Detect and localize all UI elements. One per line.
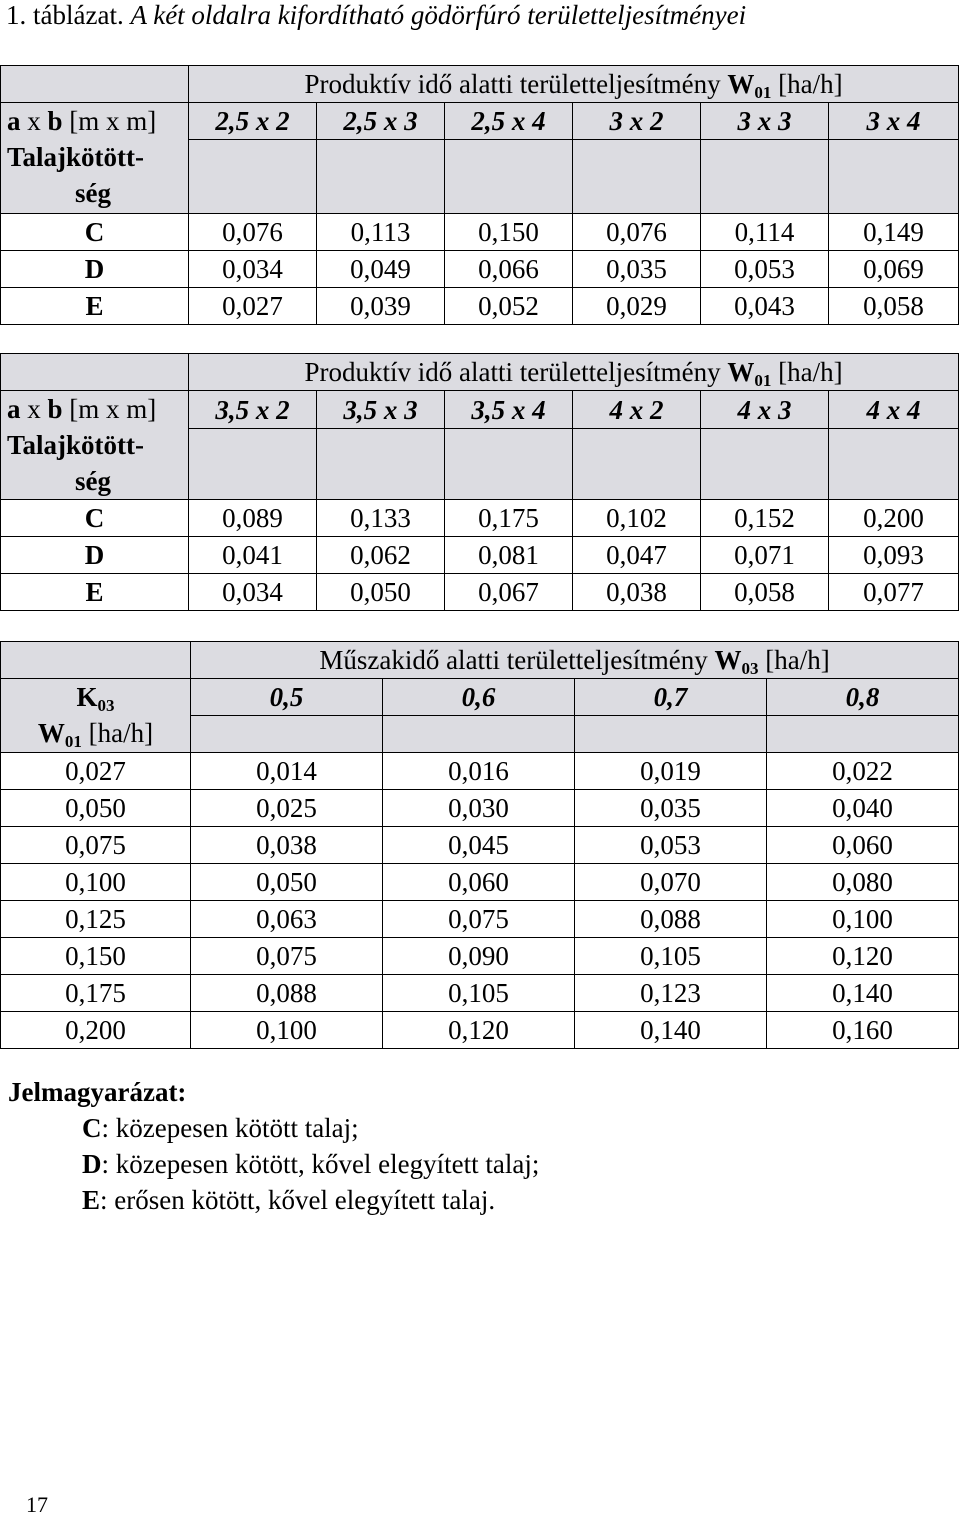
k-subscript: 03 xyxy=(97,696,115,715)
w-symbol: W xyxy=(37,718,65,748)
row-header-label xyxy=(1,103,189,214)
label-x: x xyxy=(20,394,48,424)
table-cell: 0,120 xyxy=(383,1012,575,1049)
table-row xyxy=(1,938,959,975)
table-cell: 0,123 xyxy=(575,975,767,1012)
table-cell: 0,053 xyxy=(575,827,767,864)
spacer-cell xyxy=(573,429,701,500)
column-header: 4 x 4 xyxy=(829,391,959,429)
row-label: C xyxy=(1,500,189,537)
label-b: b xyxy=(47,394,63,424)
header-text: Műszakidő alatti területteljesítmény xyxy=(319,645,708,675)
label-talaj-1: Talajkötött- xyxy=(7,142,145,172)
label-b: b xyxy=(47,106,63,136)
table-cell: 0,030 xyxy=(383,790,575,827)
table-cell: 0,140 xyxy=(767,975,959,1012)
table-productive-2 xyxy=(0,353,959,611)
table-header xyxy=(191,642,959,679)
table-cell: 0,014 xyxy=(191,753,383,790)
table-cell: 0,038 xyxy=(573,574,701,611)
label-unit: [m x m] xyxy=(62,106,157,136)
caption-number: 1. táblázat. xyxy=(6,0,124,30)
table-row xyxy=(1,537,959,574)
row-label: 0,050 xyxy=(1,790,191,827)
header-text: Produktív idő alatti területteljesítmény xyxy=(304,69,721,99)
table-cell: 0,070 xyxy=(575,864,767,901)
row-label: 0,175 xyxy=(1,975,191,1012)
table-cell: 0,120 xyxy=(767,938,959,975)
spacer-cell xyxy=(445,429,573,500)
table-cell: 0,058 xyxy=(701,574,829,611)
header-symbol: W xyxy=(714,645,742,675)
header-symbol: W xyxy=(727,69,755,99)
table-cell: 0,027 xyxy=(189,288,317,325)
row-label: D xyxy=(1,537,189,574)
row-label: D xyxy=(1,251,189,288)
table-cell: 0,034 xyxy=(189,251,317,288)
row-label: E xyxy=(1,288,189,325)
legend-item xyxy=(8,1146,539,1182)
table-cell: 0,077 xyxy=(829,574,959,611)
legend-text: : közepesen kötött, kővel elegyített talaj; xyxy=(101,1149,540,1179)
label-a: a xyxy=(7,394,21,424)
spacer-cell xyxy=(191,716,383,753)
table-cell: 0,052 xyxy=(445,288,573,325)
label-talaj-2: ség xyxy=(75,466,111,496)
column-header: 0,8 xyxy=(767,679,959,716)
row-label: 0,100 xyxy=(1,864,191,901)
table-shift-time xyxy=(0,641,959,1049)
header-unit: [ha/h] xyxy=(778,69,843,99)
legend-title: Jelmagyarázat: xyxy=(8,1077,187,1107)
legend-text: : közepesen kötött talaj; xyxy=(101,1113,359,1143)
column-header: 3 x 2 xyxy=(573,103,701,140)
spacer-cell xyxy=(575,716,767,753)
table-cell: 0,090 xyxy=(383,938,575,975)
table-cell: 0,035 xyxy=(573,251,701,288)
column-header: 0,5 xyxy=(191,679,383,716)
row-label: 0,125 xyxy=(1,901,191,938)
table-cell: 0,100 xyxy=(767,901,959,938)
table-cell: 0,045 xyxy=(383,827,575,864)
column-header: 3,5 x 4 xyxy=(445,391,573,429)
row-label: E xyxy=(1,574,189,611)
column-header: 3,5 x 2 xyxy=(189,391,317,429)
k-symbol: K xyxy=(76,682,98,712)
corner-cell xyxy=(1,642,191,679)
legend-text: : erősen kötött, kővel elegyített talaj. xyxy=(100,1185,496,1215)
table-cell: 0,093 xyxy=(829,537,959,574)
table-cell: 0,039 xyxy=(317,288,445,325)
table-cell: 0,075 xyxy=(191,938,383,975)
page-number: 17 xyxy=(26,1492,48,1517)
table-cell: 0,019 xyxy=(575,753,767,790)
legend-item xyxy=(8,1110,539,1146)
spacer-cell xyxy=(383,716,575,753)
corner-cell xyxy=(1,66,189,103)
table-cell: 0,062 xyxy=(317,537,445,574)
spacer-cell xyxy=(189,429,317,500)
column-header: 2,5 x 3 xyxy=(317,103,445,140)
header-unit: [ha/h] xyxy=(765,645,830,675)
table-row xyxy=(1,214,959,251)
row-label: C xyxy=(1,214,189,251)
table-cell: 0,175 xyxy=(445,500,573,537)
table-cell: 0,043 xyxy=(701,288,829,325)
legend-key: D xyxy=(82,1149,102,1179)
table-cell: 0,041 xyxy=(189,537,317,574)
table-productive-1 xyxy=(0,65,959,325)
table-cell: 0,029 xyxy=(573,288,701,325)
table-cell: 0,089 xyxy=(189,500,317,537)
w-subscript: 01 xyxy=(64,732,82,751)
header-subscript: 01 xyxy=(754,83,772,102)
table-cell: 0,069 xyxy=(829,251,959,288)
table-cell: 0,025 xyxy=(191,790,383,827)
header-symbol: W xyxy=(727,357,755,387)
table-cell: 0,081 xyxy=(445,537,573,574)
label-unit: [m x m] xyxy=(62,394,157,424)
spacer-cell xyxy=(189,140,317,214)
w-unit: [ha/h] xyxy=(88,718,154,748)
table-cell: 0,016 xyxy=(383,753,575,790)
table-cell: 0,066 xyxy=(445,251,573,288)
table-row xyxy=(1,975,959,1012)
column-header: 4 x 3 xyxy=(701,391,829,429)
table-cell: 0,049 xyxy=(317,251,445,288)
label-talaj-1: Talajkötött- xyxy=(7,430,145,460)
table-row xyxy=(1,574,959,611)
caption-title: A két oldalra kifordítható gödörfúró területteljesítményei xyxy=(130,0,747,30)
table-cell: 0,050 xyxy=(317,574,445,611)
table-row xyxy=(1,1012,959,1049)
table-cell: 0,102 xyxy=(573,500,701,537)
table-cell: 0,058 xyxy=(829,288,959,325)
table-header xyxy=(189,354,959,391)
row-header-label xyxy=(1,391,189,500)
table-cell: 0,071 xyxy=(701,537,829,574)
header-subscript: 01 xyxy=(754,371,772,390)
table-cell: 0,105 xyxy=(383,975,575,1012)
spacer-cell xyxy=(573,140,701,214)
table-row xyxy=(1,500,959,537)
spacer-cell xyxy=(317,429,445,500)
spacer-cell xyxy=(767,716,959,753)
table-cell: 0,088 xyxy=(575,901,767,938)
row-header-label xyxy=(1,679,191,753)
table-cell: 0,150 xyxy=(445,214,573,251)
table-cell: 0,047 xyxy=(573,537,701,574)
table-row xyxy=(1,901,959,938)
spacer-cell xyxy=(829,140,959,214)
header-subscript: 03 xyxy=(741,659,759,678)
table-cell: 0,075 xyxy=(383,901,575,938)
table-cell: 0,100 xyxy=(191,1012,383,1049)
table-cell: 0,053 xyxy=(701,251,829,288)
row-label: 0,200 xyxy=(1,1012,191,1049)
label-a: a xyxy=(7,106,21,136)
table-cell: 0,152 xyxy=(701,500,829,537)
column-header: 0,6 xyxy=(383,679,575,716)
table-cell: 0,200 xyxy=(829,500,959,537)
spacer-cell xyxy=(445,140,573,214)
table-cell: 0,040 xyxy=(767,790,959,827)
table-cell: 0,038 xyxy=(191,827,383,864)
table-row xyxy=(1,790,959,827)
column-header: 0,7 xyxy=(575,679,767,716)
table-cell: 0,160 xyxy=(767,1012,959,1049)
table-cell: 0,060 xyxy=(383,864,575,901)
table-cell: 0,140 xyxy=(575,1012,767,1049)
table-cell: 0,060 xyxy=(767,827,959,864)
table-cell: 0,114 xyxy=(701,214,829,251)
legend-key: E xyxy=(82,1185,101,1215)
header-unit: [ha/h] xyxy=(778,357,843,387)
table-cell: 0,076 xyxy=(573,214,701,251)
column-header: 2,5 x 4 xyxy=(445,103,573,140)
label-talaj-2: ség xyxy=(75,178,111,208)
table-row xyxy=(1,251,959,288)
row-label: 0,027 xyxy=(1,753,191,790)
table-cell: 0,063 xyxy=(191,901,383,938)
table-cell: 0,050 xyxy=(191,864,383,901)
spacer-cell xyxy=(317,140,445,214)
column-header: 3 x 4 xyxy=(829,103,959,140)
spacer-cell xyxy=(829,429,959,500)
corner-cell xyxy=(1,354,189,391)
legend-key: C xyxy=(82,1113,102,1143)
table-row xyxy=(1,864,959,901)
table-cell: 0,067 xyxy=(445,574,573,611)
table-cell: 0,105 xyxy=(575,938,767,975)
column-header: 3,5 x 3 xyxy=(317,391,445,429)
legend xyxy=(8,1074,539,1218)
table-header xyxy=(189,66,959,103)
table-row xyxy=(1,827,959,864)
table-cell: 0,080 xyxy=(767,864,959,901)
row-label: 0,075 xyxy=(1,827,191,864)
table-cell: 0,034 xyxy=(189,574,317,611)
table-cell: 0,076 xyxy=(189,214,317,251)
table-row xyxy=(1,753,959,790)
table-row xyxy=(1,288,959,325)
spacer-cell xyxy=(701,429,829,500)
column-header: 4 x 2 xyxy=(573,391,701,429)
column-header: 2,5 x 2 xyxy=(189,103,317,140)
table-cell: 0,088 xyxy=(191,975,383,1012)
table-cell: 0,149 xyxy=(829,214,959,251)
table-cell: 0,022 xyxy=(767,753,959,790)
label-x: x xyxy=(20,106,48,136)
legend-item xyxy=(8,1182,539,1218)
table-cell: 0,035 xyxy=(575,790,767,827)
spacer-cell xyxy=(701,140,829,214)
table-cell: 0,133 xyxy=(317,500,445,537)
table-cell: 0,113 xyxy=(317,214,445,251)
column-header: 3 x 3 xyxy=(701,103,829,140)
row-label: 0,150 xyxy=(1,938,191,975)
table-caption xyxy=(6,0,746,31)
header-text: Produktív idő alatti területteljesítmény xyxy=(304,357,721,387)
